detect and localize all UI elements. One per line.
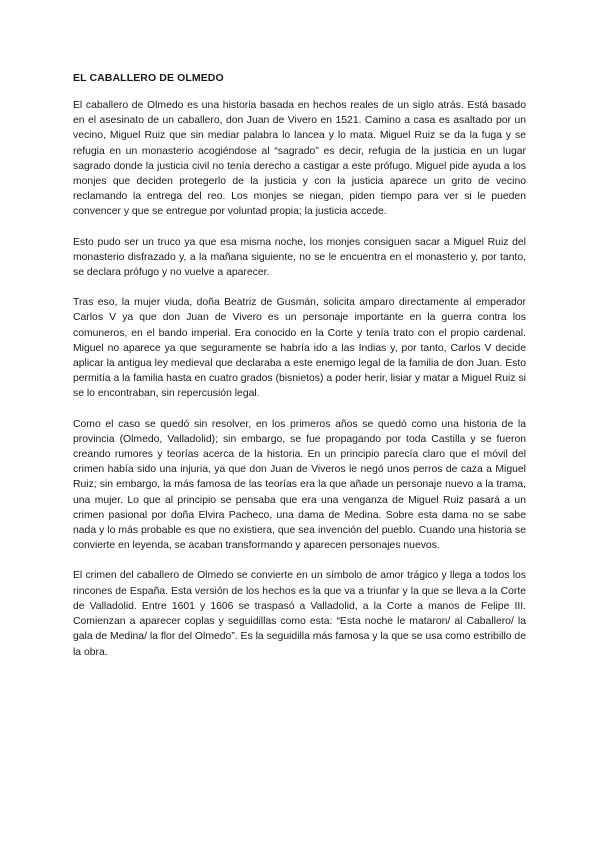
paragraph-intro: El caballero de Olmedo es una historia basada en hechos reales de un siglo atrás. Está basado en el asesinato de un caballero, don Juan de Vivero en 1521. Camino a casa es asaltado por un vecino, Miguel Ruiz que sin mediar palabra lo lancea y lo mata. Miguel Ruiz se da la fuga y se refugia en un monasterio acogiéndose al “sagrado” es decir, refugia de la justicia en un lugar sagrado donde la justicia civil no tenía derecho a castigar a este prófugo. Miguel pide ayuda a los monjes que deciden protegerlo de la justicia y con la justicia aparece un grito de vecino reclamando la entrega del reo. Los monjes se niegan, piden tiempo para ver si le pueden convencer y que se entregue por voluntad propia; la justicia accede. xyxy=(73,100,526,218)
document-page xyxy=(73,72,526,675)
paragraph-escape: Esto pudo ser un truco ya que esa misma noche, los monjes consiguen sacar a Miguel Ruiz del monasterio disfrazado y, a la mañana siguiente, no se le encuentra en el monasterio y, por tanto, se declara prófugo y no vuelve a aparecer. xyxy=(73,236,526,279)
paragraph-symbol: El crimen del caballero de Olmedo se convierte en un símbolo de amor trágico y llega a todos los rincones de España. Esta versión de los hechos es la que va a triunfar y la que se lleva a la Corte de Valladolid. Entre 1601 y 1606 se traspasó a Valladolid, a la Corte a manos de Felipe III. Comienzan a aparecer coplas y seguidillas como esta: “Esta noche le mataron/ al Caballero/ la gala de Medina/ la flor del Olmedo”. Es la seguidilla más famosa y la que se usa como estribillo de la obra. xyxy=(73,570,526,658)
paragraph-widow: Tras eso, la mujer viuda, doña Beatriz de Gusmán, solicita amparo directamente al emperador Carlos V ya que don Juan de Vivero es un personaje importante en la guerra contra los comuneros, en el bando imperial. Era conocido en la Corte y tenía trato con el propio cardenal. Miguel no aparece ya que seguramente se habría ido a las Indias y, por tanto, Carlos V decide aplicar la antigua ley medieval que declaraba a este enemigo legal de la familia de don Juan. Esto permitía a la familia hasta en cuatro grados (bisnietos) a poder herir, lisiar y matar a Miguel Ruiz si se lo encontraban, sin repercusión legal. xyxy=(73,297,526,400)
paragraph-legend: Como el caso se quedó sin resolver, en los primeros años se quedó como una historia de la provincia (Olmedo, Valladolid); sin embargo, se fue propagando por toda Castilla y se fueron creando rumores y teorías acerca de la historia. En un principio parecía claro que el móvil del crimen había sido una injuria, ya que don Juan de Viveros le negó unos perros de caza a Miguel Ruiz; sin embargo, la más famosa de las teorías era la que añade un personaje nuevo a la trama, una mujer. Lo que al principio se pensaba que era una venganza de Miguel Ruiz pasará a un crimen pasional por doña Elvira Pacheco, una dama de Medina. Sobre esta dama no se sabe nada y lo más probable es que no existiera, que sea invención del pueblo. Cuando una historia se convierte en leyenda, se acaban transformando y aparecen personajes nuevos. xyxy=(73,418,526,552)
document-title: EL CABALLERO DE OLMEDO xyxy=(73,72,224,84)
